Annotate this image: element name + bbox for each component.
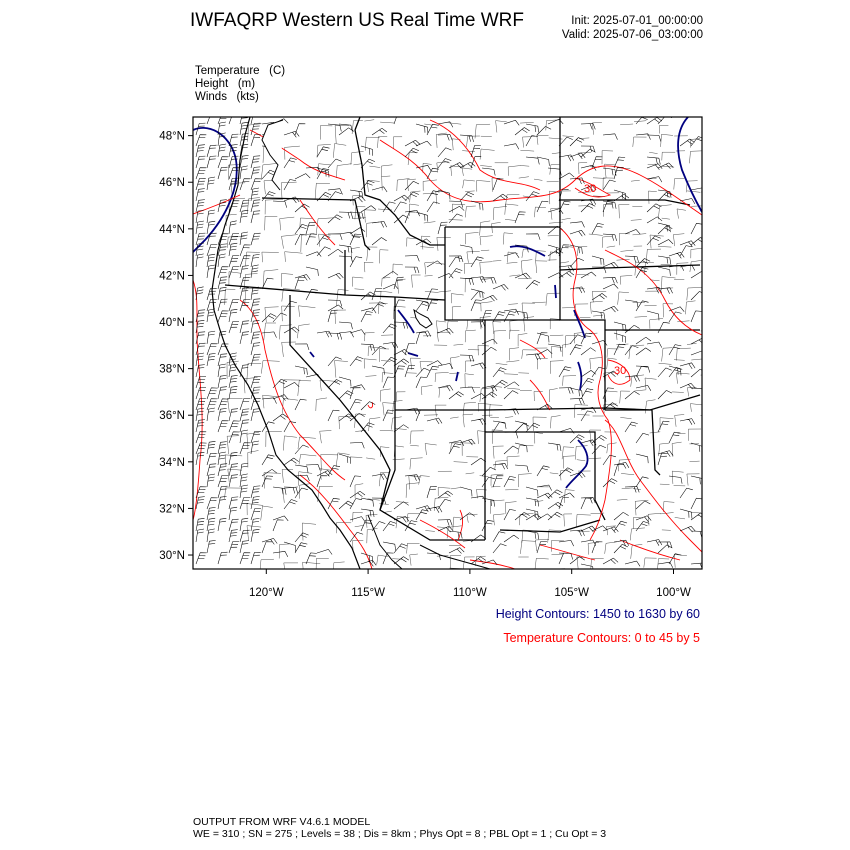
valid-time: Valid: 2025-07-06_03:00:00 <box>561 29 703 41</box>
map-frame <box>193 117 702 569</box>
field-temperature: Temperature (C) <box>195 65 286 77</box>
lon-tick-label: 110°W <box>452 587 487 599</box>
coastline <box>212 117 360 569</box>
lat-tick-label: 48°N <box>159 130 185 143</box>
lon-tick-label: 105°W <box>554 587 590 599</box>
contour-label-east: 30 <box>614 365 627 377</box>
lat-tick-label: 34°N <box>159 456 185 469</box>
lat-tick-label: 44°N <box>159 223 185 236</box>
lon-tick-label: 115°W <box>351 587 385 599</box>
init-time: Init: 2025-07-01_00:00:00 <box>571 15 703 27</box>
contour-label-north: 30 <box>584 183 597 195</box>
model-info <box>193 816 606 840</box>
height-legend: Height Contours: 1450 to 1630 by 60 <box>495 607 700 621</box>
lat-tick-label: 32°N <box>159 503 185 516</box>
plot-title: IWFAQRP Western US Real Time WRF <box>190 10 524 31</box>
lat-tick-label: 38°N <box>159 363 185 376</box>
lon-tick-label: 100°W <box>656 587 691 599</box>
lat-tick-label: 30°N <box>159 550 185 563</box>
lakes <box>262 120 432 328</box>
lon-tick-label: 120°W <box>248 587 284 599</box>
county-grid <box>225 120 719 586</box>
lat-tick-label: 42°N <box>159 270 185 283</box>
field-height: Height (m) <box>195 78 256 90</box>
lat-tick-label: 36°N <box>159 410 185 423</box>
latitude-axis <box>159 131 193 562</box>
temperature-contours <box>193 120 702 569</box>
model-config: WE = 310 ; SN = 275 ; Levels = 38 ; Dis = 8km ; Phys Opt = 8 ; PBL Opt = 1 ; Cu Opt = 3 <box>193 828 607 840</box>
mexico-coast <box>420 545 490 569</box>
lat-tick-label: 46°N <box>159 177 185 190</box>
model-version: OUTPUT FROM WRF V4.6.1 MODEL <box>193 816 371 828</box>
temperature-legend: Temperature Contours: 0 to 45 by 5 <box>503 631 700 645</box>
field-winds: Winds (kts) <box>195 91 259 103</box>
lat-tick-label: 40°N <box>159 317 185 330</box>
county-lines <box>225 120 719 586</box>
longitude-axis <box>249 569 691 599</box>
